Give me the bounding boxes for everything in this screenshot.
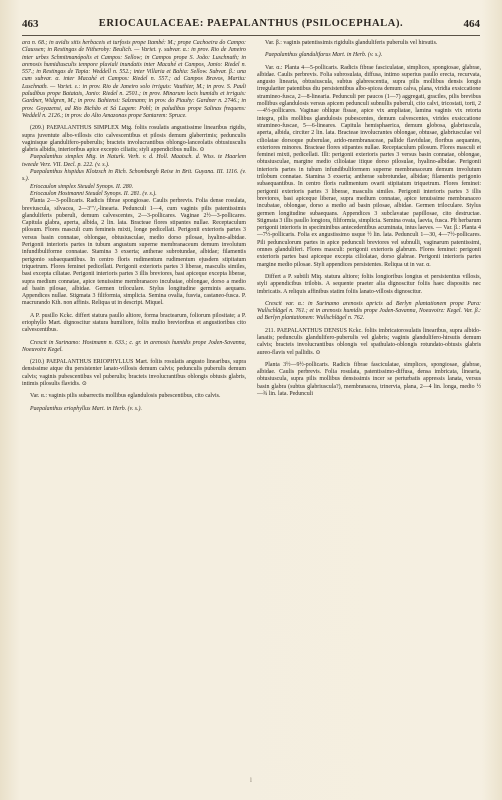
paragraph: Var. α.: Planta 4—5-pollicaris. Radicis fibrae fasciculatae, simplices, spongiosae, glabrae, albidae. Caulis perbrevis. Folia subrosulata, diffusa, intimo superius paullo erecta, recurvata, angusto linearia, obtusiuscula, subtus glabrescentia, supra pilis mollibus densis longis irregulariter patentibus diu persistentibus albo-spicea demum calva, plana, viridia exsiccatione stramineo-fusca, 2—8-linearia. Pedunculi per paucos (1—7) aggregati, graciles, pilis brevibus mollibus eglandulosis versus apicem pedunculi subnullis puberuli, cito calvi, tricostati, torti, 2—4½-pollicares. Vaginae oblique fissae, apice vix ampliatae, lamina vaginis vix retorta integra, pilis mollibus glandulosis pubescentes, demum calvescentes, virides exsiccatione stramineo-fuscae, 5—6-lineares. Capitula hemisphaerica, demum globosa, glabriuscula, aperta, albida, circiter 2 lin. lata. Bracteae involucrantes oblongae, obtusae, glabriusculae vel ciliolatae dorsoque puberulae, arido-membranaceae, pallide flavidulae, floribus aequantes, exteriores minores. Bracteae flores stipantes nullae. Receptaculum pilosum. Flores masculi et feminei mixti, pedicellati. Illi: perigonii exterioris partes 3 versus basin connatae, oblongae, obtusiusculae, margine medio ciliolatae itique dorso pilosulae, hyalino-albidae. Perigonii interioris partes in tubum infundibuliformem superne membranaceum demum involutum trilobum connatae. Stamina 3 exserta; antherae subrotundae, albidae; filamentis perigonio subaequantibus. In centro floris rudimentum ovarii stipitatum triquetrum. Flores feminei: perigonii exterioris partes 3 liberae, masculis similes. Perigonii interioris partes 3 illis breviores, basi apiceque liberae, supra medium connatae, apice tenuissime membranaceo incubatae, oblongae, dorso a medio ad basin pilosae, albidae. Germen triloculare. Stylus germen longitudine subaequans. Appendices 3 subclavatae papillosae, cito destructae. Stigmata 3 illis paullo longiora, filiformia, simplicia. Semina ovata, laevia, fusca. Plt herbarum perigonii interioris in speciminibus antecedentibus acuminata, intus laeves. — Var. β.: Planta 4—7½-pollicaris. Folia ex angustissimo usque ½ lin. lata. Pedunculi 1—30, 4—7½-pollicares. Pili pedunculorum partes in apice pedunculi breviores vel subnulli, vaginarum patentissimi, omnes glanduliferi. Flores masculi: perigonii exterioris glabrum. Flores feminei: perigonii exterioris partes basi apiceque excepta ciliolatae, dorso glabrae. Perigonii interioris partes margine medio pilosae. Styli appendices persistentes. Reliqua ut in var. α.: [257, 64, 481, 268]
paragraph: Paepalanthus glandulifarus Mart. in Herb. (v. s.).: [265, 52, 383, 59]
paragraph: Planta 3½—9½-pollicaris. Radicis fibrae fasciculatae, simplices, spongiosae, glabrae, albidae. Caulis perbrevis. Folia rosulata, patentissimo-diffusa, densa imbricata, linearia, obtusiuscula, supra pilis mollibus densissimis incer se perturbatis appressis lanata, versus basin glabra (subtus glabriuscula?), membranacea, trinervia, plana, 2—4 lin. longa, medio ½—¾ lin. lata. Pedunculi: [257, 361, 481, 398]
paragraph: Paepalanthus simplex Mtg. in Naturk. Verh. v. d. Holl. Maatsch. d. Wiss. te Haarlem tweede Verz. VII. Decl. p. 222. (v. s.).: [22, 154, 246, 168]
page-number-left: 463: [22, 18, 39, 30]
paragraph: Var. β.: vaginis patentissimis rigidulis glanduliferis puberulis vel hirsutis.: [265, 40, 438, 46]
paragraph: ara n. 68.; in uvidis sitis herbaceis et turfosis prope Itambé: M.; prope Cachoeira do Campo: Claussen; in Restingas de Nitheroby: Beulich. — Variet. γ. subvar. α.: in prov. Rio de Janeiro inter urbes Schmitmanópolis et Campos: Sellow; in Campos prope S. João: Luschnath; in arenosis humidiusculis tempore pluviali inundatis inter Macahé et Campos, Janio: Riedel n. 557.; in Restingas de Tapia: Weddell n. 552.; inter Villaria et Bahia: Sellow. Subvar. β.: una cum subvar. α. inter Macahé et Campos: Riedel n. 557.; ad Campos Bravos, Martiu: Luschnath. — Variet. ε.: in prov. Rio de Janeiro solo irriguis: Vauthier, M.; in prov. S. Pauli paludibus prope Batatais, Janio: Riedel n. 2501.; in prov. Minarum locis humidis et irriguis: Gardner, Widgren, M.; in prov. Bahiensi: Salzmann; in prov. do Piauhy: Gardner n. 2746.; in prov. Goyazensi, ad Rio Bichão et Sá Lagem: Pohl; in paludibus prope Salinas frequens: Weddell n. 2126.; in prov. do Alto Amazonas prope Santarem: Spruce.: [22, 40, 246, 119]
paragraph: Eriocaulon simplex Steudel Synops. II. 280.: [30, 183, 134, 190]
page-number-right: 464: [463, 18, 480, 30]
paragraph: 211. PAEPALANTHUS DENSUS Kckc. foliis imbricatorosulatis linearibus, supra albido-lanatis; pedunculis glandulifero-puberulis vel glabris; vaginis glandulifero-hirsutis demum calvis; bracteis involucrantibus oblongis vel spathulato-oblongis rotundato-obtusis glabris aureo-flavis vel pallidis. ⊙: [257, 327, 481, 356]
header-rule: [22, 35, 480, 36]
paragraph: A P. pusillo Kckc. differt statura paullo altiore, forma bractearum, foliorum pilositate; a P. eriophyllo Mart. dignoscitur statura humiliore, foliis multo brevioribus et angustioribus cito calvescentibus.: [22, 312, 246, 334]
running-title: ERIOCAULACEAE: PAEPALANTHUS (PSILOCEPHALA).: [98, 18, 404, 29]
left-column: [22, 40, 246, 413]
paragraph: Planta 2—3-pollicaris. Radicis fibrae spongiosae. Caulis perbrevis. Folia dense rosulata, breviuscula, silvacea, 2—3′′′/₂-linearia. Pedunculi 1—4, cum vaginis pilis patentissimis glanduliferis puberuli, demum calvescentes, 2—3-pollicares. Vaginae 2½—3-pollicares. Capitula glabra, aperta, albida, 2 lin. lata. Bracteae flores stipantes nullae. Receptaculum pilosum. Flores masculi cum femineis mixti, longe pedicellati. Perigonii exterioris partes 3 versus basin connatae, oblongae, obtusiusculae, medio dorso pilosae, hyalino-albidae. Perigonii interioris partes in tubum angustum superne membranaceum demum involutum infundibuliforme connatae. Stamina 3 exserta; antherae subrotundae, albidae; filamentis perigonio subaequantibus. In centro floris rudimentum rudimentum ejusdem stipitatum triquetrum. Flores feminei pedicellati. Perigonii exterioris partes 3 liberae, masculis similes, basi excepta ciliatae. Perigonii interioris partes 3 illis breviores, basi apiceque excepta liberae, supra medium connatae, apice tenuissime membranaceo incubatae, oblongae, dorso a medio ad basin pilosae, albidae. Germen triloculare. Stylus longitudine germinis aequans. Appendices nullae. Stigmata 3 filiformia, simplicia. Semina ovalia, fusvia, castaneo-fusca. P. macrurando Kth. non affinis. Reliqua ut in descript. Miquel.: [22, 198, 246, 307]
paragraph: Eriocaulon Hostmanni Steudel Synops. II. 281. (v. s.).: [30, 190, 157, 197]
paragraph: (210.) PAEPALANTHUS ERIOPHYLLUS Mart. foliis rosulatis angusto linearibus, supra densissime atque diu persistenter lanato-villosis demum calvis; pedunculis puberulis demum calvis; vaginis pubescentibus vel puberulis; bracteis involucrantibus oblongis obtusis glabris, intimis pilosulis flavidis. ⊙: [22, 359, 246, 388]
paragraph: Crescit var. α.: in Surinamo arenosis apricis ad Berlyn plantationem prope Para: Wullschlägel n. 761.; et in arenosis humidis prope Joden-Savanna, Noeuvoirz: Kegel. Var. β.: ad Berlyn plantationem: Wullschlägel n. 762.: [257, 300, 481, 322]
paragraph: Crescit in Surinamo: Hostmann n. 633.; c. gr. in arenosis humidis prope Joden-Savanna, Noeuvoirz Kegel.: [22, 339, 246, 353]
paragraph: Differt a P. subtili Miq. statura altiore; foliis longioribus longius et persistentius villosis, styli appendicibus trilobis. A sequente praeter alia dignoscitur foliis haec dispositis nec imbricatis. A reliquis affinibus statim foliis lanato-villosis dignoscitur.: [257, 273, 481, 295]
paragraph: Var. α.: vaginis pilis subarrectis mollibus eglandulosis pubescentibus, cito calvis.: [30, 393, 221, 400]
paragraph: Paepalanthus eriophyllus Mart. in Herb. (v. s.).: [30, 405, 142, 412]
paragraph: (209.) PAEPALANTHUS SIMPLEX Mtg. foliis rosulatis angustissime linearibus rigidis, supra juventute albo-villosis cito calvescentibus et pilosis demum glaberrimis; pedunculis vaginisque glandulifero-puberulis; bracteis involucrantibus oblongo-lanceolatis obtusiusculis glabris albidis, interioribus apice excepto ciliatis; styli appendicibus nullis. ⊙: [22, 125, 246, 154]
right-column: [257, 40, 481, 398]
page-header: [22, 18, 480, 34]
paragraph: Paepalanthus hispidus Klotzsch in Rich. Schomburgh Reise in Brit. Guyana. III. 1116. (v. s.).: [22, 169, 246, 183]
footnote-mark: l: [250, 778, 252, 784]
